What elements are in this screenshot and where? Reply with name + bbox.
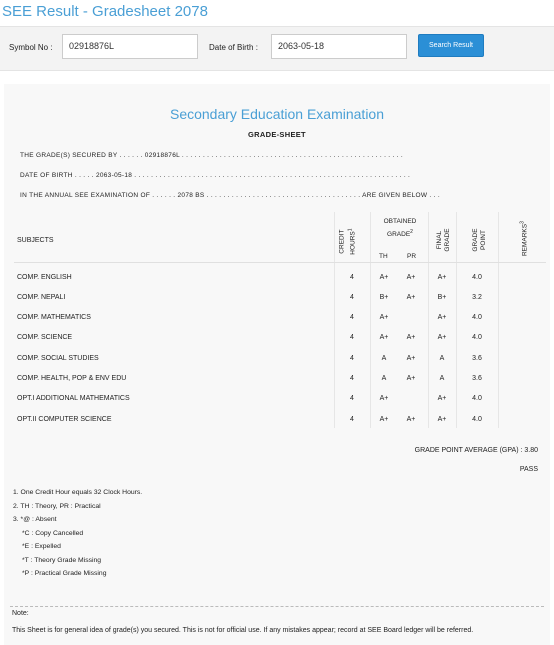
search-result-button[interactable]: Search Result (418, 34, 484, 57)
credit-cell: 4 (350, 375, 354, 382)
symbol-label: Symbol No : (9, 43, 53, 52)
search-bar (0, 26, 554, 71)
th-cell: A (381, 355, 387, 362)
table-row (14, 389, 546, 409)
pr-cell: A+ (406, 355, 416, 362)
gp-cell: 4.0 (472, 334, 482, 341)
final-cell: A+ (437, 334, 447, 341)
page-title: SEE Result - Gradesheet 2078 (2, 3, 208, 20)
final-cell: A (439, 375, 445, 382)
table-row (14, 349, 546, 369)
subject-cell: COMP. NEPALI (17, 294, 66, 301)
final-cell: A+ (437, 314, 447, 321)
credit-cell: 4 (350, 314, 354, 321)
gradesheet-subtitle: GRADE-SHEET (248, 130, 306, 139)
symbol-input[interactable]: 02918876L (62, 34, 198, 59)
footnote-theory-missing: *T : Theory Grade Missing (22, 556, 102, 564)
pr-cell: A+ (406, 274, 416, 281)
pr-cell: A+ (406, 416, 416, 423)
grade-table (14, 212, 546, 430)
table-row (14, 288, 546, 308)
table-row (14, 410, 546, 430)
result-status: PASS (519, 466, 538, 473)
th-cell: A+ (379, 314, 389, 321)
table-row (14, 369, 546, 389)
footnote-3: 3. *@ : Absent (13, 516, 57, 523)
th-header: TH (379, 253, 388, 260)
grade-point-header: GRADE POINT (472, 228, 487, 252)
credit-hours-header: CREDIT HOURS$^1$ (338, 228, 357, 255)
exam-line: IN THE ANNUAL SEE EXAMINATION OF . . . . . . 2078 BS . . . . . . . . . . . . . . . . . . . . . . . . . . . . . . . . . . . . . ARE GIVEN BELOW . . . (20, 192, 440, 199)
subject-cell: COMP. HEALTH, POP & ENV EDU (17, 375, 127, 382)
footnote-1: 1. One Credit Hour equals 32 Clock Hours. (13, 489, 143, 496)
divider (10, 606, 544, 607)
obtained-grade-header: OBTAINED GRADE$^2$ (383, 218, 417, 239)
footnote-2: 2. TH : Theory, PR : Practical (13, 502, 101, 510)
credit-cell: 4 (350, 294, 354, 301)
pr-cell: A+ (406, 334, 416, 341)
gp-cell: 3.6 (472, 355, 482, 362)
dob-line: DATE OF BIRTH . . . . . 2063-05-18 . . . . . . . . . . . . . . . . . . . . . . . . . . . . . . . . . . . . . . . . . . . . . . . . . . . . . . . . . . . . . . . . . . (20, 172, 411, 179)
subject-cell: OPT.II COMPUTER SCIENCE (17, 416, 112, 423)
pr-cell: A+ (406, 294, 416, 301)
pr-header: PR (407, 253, 417, 260)
footnote-copy-cancelled: *C : Copy Cancelled (22, 529, 84, 537)
note-heading: Note: (12, 610, 29, 617)
gp-cell: 3.2 (472, 294, 482, 301)
footnote-expelled: *E : Expelled (22, 543, 61, 550)
gp-cell: 4.0 (472, 416, 482, 423)
final-cell: A+ (437, 416, 447, 423)
subject-cell: COMP. SCIENCE (17, 334, 73, 341)
subject-cell: COMP. MATHEMATICS (17, 314, 91, 321)
dob-input[interactable]: 2063-05-18 (271, 34, 407, 59)
subject-cell: COMP. SOCIAL STUDIES (17, 355, 99, 362)
final-cell: A+ (437, 274, 447, 281)
subject-cell: COMP. ENGLISH (17, 274, 72, 281)
remarks-header: REMARKS$^3$ (519, 221, 529, 257)
gpa-summary: GRADE POINT AVERAGE (GPA) : 3.80 (414, 447, 538, 454)
table-row (14, 268, 546, 288)
footnotes (13, 486, 142, 581)
dob-label: Date of Birth : (209, 43, 258, 52)
subjects-header: SUBJECTS (17, 237, 54, 244)
pr-cell: A+ (406, 375, 416, 382)
credit-cell: 4 (350, 395, 354, 402)
table-row (14, 308, 546, 328)
gp-cell: 3.6 (472, 375, 482, 382)
gp-cell: 4.0 (472, 274, 482, 281)
secured-by-line: THE GRADE(S) SECURED BY . . . . . . 02918876L . . . . . . . . . . . . . . . . . . . . . . . . . . . . . . . . . . . . . . . . . . . . . . . . . . . . . (20, 152, 404, 159)
table-row (14, 328, 546, 348)
credit-cell: 4 (350, 334, 354, 341)
final-grade-header: FINAL GRADE (436, 228, 451, 252)
footnote-practical-missing: *P : Practical Grade Missing (22, 570, 107, 577)
note-text: This Sheet is for general idea of grade(s) you secured. This is not for official use. If any mistakes appear; record at SEE Board ledger will be referred. (12, 627, 474, 634)
exam-title: Secondary Education Examination (169, 106, 385, 122)
th-cell: A+ (379, 334, 389, 341)
th-cell: A+ (379, 274, 389, 281)
final-cell: A (439, 355, 445, 362)
th-cell: B+ (379, 294, 389, 301)
final-cell: A+ (437, 395, 447, 402)
gp-cell: 4.0 (472, 314, 482, 321)
th-cell: A+ (379, 416, 389, 423)
final-cell: B+ (437, 294, 447, 301)
credit-cell: 4 (350, 274, 354, 281)
credit-cell: 4 (350, 416, 354, 423)
subject-cell: OPT.I ADDITIONAL MATHEMATICS (17, 395, 130, 402)
credit-cell: 4 (350, 355, 354, 362)
th-cell: A (381, 375, 387, 382)
gradesheet (4, 84, 550, 645)
th-cell: A+ (379, 395, 389, 402)
gp-cell: 4.0 (472, 395, 482, 402)
